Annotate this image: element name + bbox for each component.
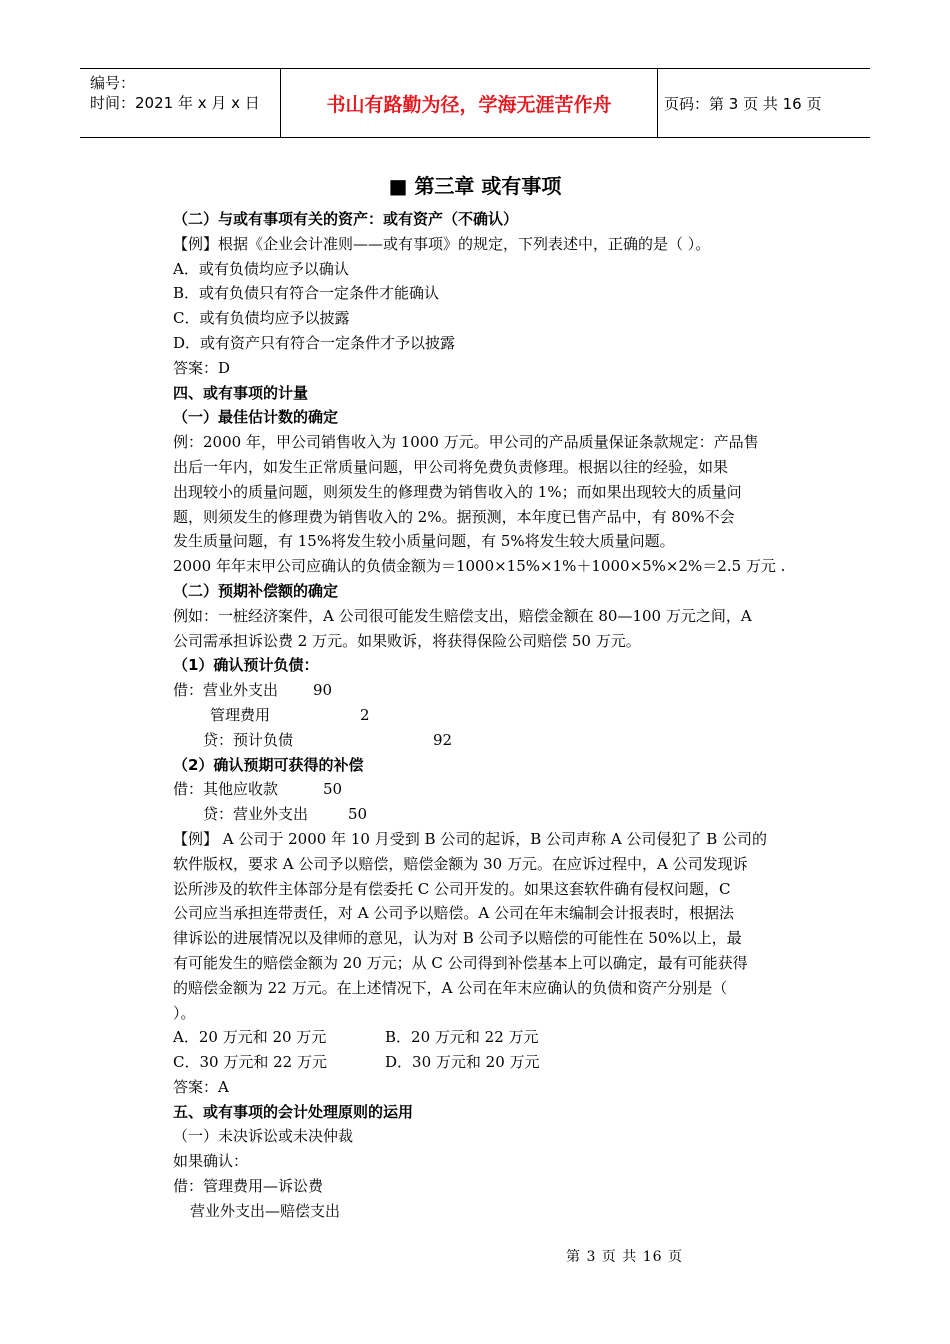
line-text: （二）与或有事项有关的资产：或有资产（不确认）	[173, 210, 519, 228]
line-text: 五、或有事项的会计处理原则的运用	[173, 1102, 414, 1121]
line-amount: 50	[323, 780, 343, 799]
line-text: 管理费用	[210, 705, 271, 724]
chapter-title: ■ 第三章 或有事项	[388, 174, 562, 198]
line-text: C．30 万元和 22 万元	[173, 1053, 327, 1072]
line-amount: 2	[360, 705, 370, 724]
line-text: （一）未决诉讼或未决仲裁	[173, 1127, 354, 1146]
line-text: C．或有负债均应予以披露	[173, 309, 350, 328]
line-text: 四、或有事项的计量	[173, 383, 309, 402]
section-heading	[173, 653, 808, 678]
line-text: 借：管理费用—诉讼费	[173, 1177, 324, 1196]
line-text: 如果确认：	[173, 1152, 249, 1171]
body-line	[173, 728, 808, 753]
line-text: 有可能发生的赔偿金额为 20 万元；从 C 公司得到补偿基本上可以确定，最有可能获得	[173, 953, 748, 972]
line-amount: D．30 万元和 20 万元	[385, 1053, 540, 1072]
line-text: 出现较小的质量问题，则须发生的修理费为销售收入的 1%；而如果出现较大的质量问	[173, 482, 742, 501]
body-line	[173, 976, 808, 1001]
line-text: 讼所涉及的软件主体部分是有偿委托 C 公司开发的。如果这套软件确有侵权问题，C	[173, 879, 731, 898]
line-text: （1）确认预计负债：	[173, 656, 319, 675]
line-text: 答案：A	[173, 1077, 229, 1096]
line-text: 例：2000 年，甲公司销售收入为 1000 万元。甲公司的产品质量保证条款规定：产品售	[173, 433, 759, 452]
body-line	[173, 281, 808, 306]
section-heading	[173, 381, 808, 406]
line-text: 发生质量问题，有 15%将发生较小质量问题，有 5%将发生较大质量问题。	[173, 532, 675, 551]
body-line	[173, 1001, 808, 1026]
body-line	[173, 554, 808, 579]
line-text: （2）确认预期可获得的补偿	[173, 755, 364, 774]
body-line	[173, 1025, 808, 1050]
body-line	[173, 480, 808, 505]
line-text: 2000 年年末甲公司应确认的负债金额为＝1000×15%×1%＋1000×5%×2%＝2.5 万元 .	[173, 557, 786, 576]
body-line	[173, 232, 808, 257]
line-text: ）。	[173, 1003, 196, 1022]
line-text: 的赔偿金额为 22 万元。在上述情况下，A 公司在年末应确认的负债和资产分别是（	[173, 978, 728, 997]
line-amount: 50	[348, 805, 368, 824]
header-number: 编号：	[90, 74, 136, 92]
body-line	[173, 505, 808, 530]
line-text: 题，则须发生的修理费为销售收入的 2%。据预测，本年度已售产品中，有 80%不会	[173, 507, 735, 526]
body-line	[173, 1075, 808, 1100]
line-text: A．或有负债均应予以确认	[173, 259, 349, 278]
document-body	[173, 207, 808, 1224]
line-text: （一）最佳估计数的确定	[173, 408, 339, 427]
line-text: 【例】根据《企业会计准则——或有事项》的规定，下列表述中，正确的是（ ）。	[173, 234, 711, 253]
body-line	[173, 455, 808, 480]
line-text: 公司应当承担连带责任，对 A 公司予以赔偿。A 公司在年末编制会计报表时，根据法	[173, 904, 734, 923]
line-text: 借：营业外支出	[173, 681, 279, 700]
line-text: 例如：一桩经济案件，A 公司很可能发生赔偿支出，赔偿金额在 80—100 万元之间，A	[173, 606, 752, 625]
body-line	[173, 1174, 808, 1199]
line-amount: 90	[313, 681, 333, 700]
line-text: 营业外支出—赔偿支出	[190, 1201, 341, 1220]
line-amount: 92	[433, 730, 453, 749]
body-line	[173, 1124, 808, 1149]
body-line	[173, 306, 808, 331]
body-line	[173, 1199, 808, 1224]
line-text: （二）预期补偿额的确定	[173, 581, 339, 600]
body-line	[173, 331, 808, 356]
body-line	[173, 1050, 808, 1075]
section-heading	[173, 207, 808, 232]
body-line	[173, 703, 808, 728]
section-heading	[173, 579, 808, 604]
body-line	[173, 629, 808, 654]
line-amount: B．20 万元和 22 万元	[385, 1028, 539, 1047]
line-text: 律诉讼的进展情况以及律师的意见，认为对 B 公司予以赔偿的可能性在 50%以上，最	[173, 929, 742, 948]
body-line	[173, 678, 808, 703]
body-line	[173, 901, 808, 926]
body-line	[173, 604, 808, 629]
body-line	[173, 430, 808, 455]
line-text: B．或有负债只有符合一定条件才能确认	[173, 284, 440, 303]
section-heading	[173, 753, 808, 778]
body-line	[173, 356, 808, 381]
page-footer: 第 3 页 共 16 页	[566, 1249, 683, 1265]
line-text: 软件版权，要求 A 公司予以赔偿，赔偿金额为 30 万元。在应诉过程中，A 公司发现诉	[173, 854, 748, 873]
line-text: 【例】 A 公司于 2000 年 10 月受到 B 公司的起诉，B 公司声称 A 公司侵犯了 B 公司的	[173, 829, 767, 848]
header-divider	[657, 69, 658, 137]
body-line	[173, 951, 808, 976]
body-line	[173, 877, 808, 902]
section-heading	[173, 1100, 808, 1125]
page-header	[80, 68, 870, 138]
body-line	[173, 926, 808, 951]
line-text: 贷：营业外支出	[203, 805, 309, 824]
line-text: D．或有资产只有符合一定条件才予以披露	[173, 333, 456, 352]
header-meta	[90, 73, 260, 113]
header-page-info: 页码：第 3 页 共 16 页	[664, 94, 822, 113]
body-line	[173, 852, 808, 877]
line-text: 借：其他应收款	[173, 780, 279, 799]
body-line	[173, 827, 808, 852]
body-line	[173, 529, 808, 554]
body-line	[173, 777, 808, 802]
line-text: 贷：预计负债	[203, 730, 294, 749]
line-text: 答案：D	[173, 358, 231, 377]
line-text: 公司需承担诉讼费 2 万元。如果败诉，将获得保险公司赔偿 50 万元。	[173, 631, 641, 650]
body-line	[173, 1149, 808, 1174]
body-line	[173, 802, 808, 827]
line-text: 出后一年内，如发生正常质量问题，甲公司将免费负责修理。根据以往的经验，如果	[173, 457, 729, 476]
header-motto: 书山有路勤为径，学海无涯苦作舟	[326, 93, 612, 116]
body-line	[173, 257, 808, 282]
section-heading	[173, 405, 808, 430]
header-time: 时间：2021 年 x 月 x 日	[90, 94, 260, 112]
line-text: A．20 万元和 20 万元	[173, 1028, 327, 1047]
